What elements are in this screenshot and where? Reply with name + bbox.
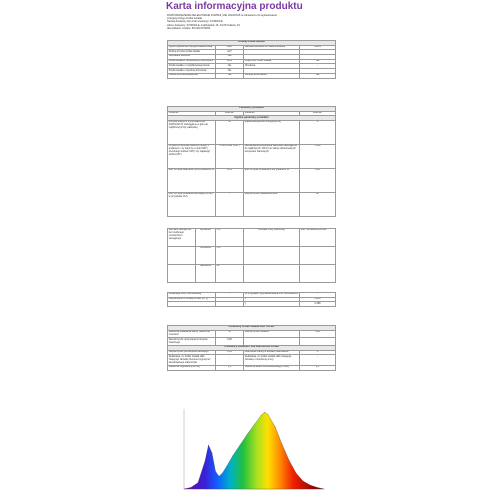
table-cell: [300, 247, 336, 265]
table-cell: Wymiary zewnętrzne bez osobnego mechanizmu sterującego: [168, 229, 196, 247]
header-line: Adres dostawcy: KOSMOLE, Ładziańskie 15, 40-08 Kraków, PL: [167, 23, 241, 27]
spectrum-point: [296, 473, 297, 474]
header-line: ROZPORZĄDZENIE DELEGOWANE KOMISJI (UE) 2019/2015 w odniesieniu do etykietowania: [167, 14, 277, 17]
table-cell: -: [300, 355, 336, 366]
table-row: [168, 73, 336, 78]
table-cell: F: [300, 121, 336, 145]
table-row: [168, 265, 336, 283]
header-line: energetycznego źródeł światła: [167, 17, 202, 21]
table-cell: [244, 265, 300, 283]
table-cell: Obudowa: [244, 64, 300, 69]
spectrum-point: [310, 485, 311, 486]
table-cell: Współczynnik oddawania barw: [244, 193, 300, 217]
table-cell: Osłona przeciwodblaskowa: [168, 73, 216, 78]
table-cell: Klasa efektywności energetycznej: [244, 121, 300, 145]
table-row: [168, 145, 336, 169]
table-cell: 23,9: [216, 169, 244, 193]
table-row: [168, 365, 336, 370]
table-cell: 0,00: [300, 169, 336, 193]
table-cell: Rodzaj trzonka źródła światła: [168, 50, 216, 55]
spectrum-point: [324, 489, 325, 490]
table-cell: Współczynnik trwałości: [244, 330, 300, 338]
spectrum-point: [226, 467, 227, 468]
section-header: Rodzaj źródła światła: [168, 41, 336, 46]
table-cell: Moc w trybie włączenia (Pon) podana w W: [168, 169, 216, 193]
table-cell: BNS: [216, 59, 244, 64]
section-header: Ogólne parametry produktu: [168, 116, 336, 121]
table-cell: Źródło światła z wbudowanym elementem: [168, 59, 216, 64]
table-cell: Wskaźnik migotania (Pst LM): [168, 365, 216, 370]
table-cell: Sterowane sieciowo: [168, 55, 216, 60]
table-cell: Nie: [216, 69, 244, 74]
table-cell: Źródło światła o wysokiej luminancji: [168, 69, 216, 74]
dimensions-table: [167, 228, 336, 283]
spectrum-point: [317, 487, 318, 488]
table-cell: Rozkład mocy widmowej: [244, 229, 300, 247]
table-cell: Moc w trybie czuwania (Psb) podana w W: [244, 169, 300, 193]
table-cell: Wskaźnik oddawania barwy nasyconej czerwieni: [168, 330, 216, 338]
params-table: [167, 106, 336, 217]
spectrum-point: [240, 445, 241, 446]
table-cell: 0,90: [300, 330, 336, 338]
spectrum-point: [219, 476, 220, 477]
table-cell: 1,0: [216, 365, 244, 370]
table-cell: [300, 265, 336, 283]
table-cell: 137: [216, 229, 244, 247]
table-cell: Współczynnik przesunięcia fazowego: [168, 350, 216, 355]
table-cell: [216, 302, 244, 307]
led-params-table: [167, 325, 336, 346]
spectrum-point: [215, 471, 216, 472]
table-cell: 60: [216, 265, 244, 283]
spectrum-point: [208, 445, 209, 446]
spectrum-point: [264, 412, 265, 413]
spectrum-point: [191, 487, 192, 488]
table-cell: 0,85: [216, 350, 244, 355]
table-cell: [168, 265, 196, 283]
chromaticity-table: [167, 292, 336, 307]
table-cell: -: [300, 293, 336, 298]
spectrum-point: [198, 482, 199, 483]
table-cell: NDLS: [300, 45, 336, 50]
table-cell: 0,1: [300, 365, 336, 370]
table-row: [168, 355, 336, 366]
spectrum-point: [289, 460, 290, 461]
spectrum-point: [261, 415, 262, 416]
supply-params-table: [167, 345, 336, 371]
table-cell: Wykorzystana technologia oświetleniowa: [168, 45, 216, 50]
header-lines: [167, 14, 335, 30]
section-header: Parametry źródeł światła LED i OLED: [168, 326, 336, 331]
table-cell: Nie: [300, 73, 336, 78]
table-row: [168, 121, 336, 145]
table-cell: Wysokość: [196, 229, 216, 247]
table-cell: 80: [300, 193, 336, 217]
table-cell: Wskaźnik efektu stroboskopowego (SVM): [244, 365, 300, 370]
sheet-title: Karta informacyjna produktu: [166, 1, 303, 12]
table-cell: Źródło światła o modyfikowanej barwie: [168, 64, 216, 69]
table-cell: Zob. na ostatniej stronie: [300, 229, 336, 247]
table-cell: Nieukierunkowane lub ukierunkowane: [244, 45, 300, 50]
col-header: Wartość: [300, 111, 336, 116]
table-cell: 0,398: [300, 302, 336, 307]
header-line: Identyfikator modelu: IF1204.037W06: [167, 26, 211, 30]
table-cell: Deklaracja mocy równoważnej: [168, 293, 216, 298]
table-cell: Nie: [216, 55, 244, 60]
table-cell: G27: [216, 50, 244, 55]
section-header: Parametry produktu: [168, 107, 336, 112]
section-header: Parametry zasilania i stał ziarnistości źródła: [168, 346, 336, 351]
spectrum-point: [275, 426, 276, 427]
table-cell: -: [216, 193, 244, 217]
col-header: Parametr: [168, 111, 216, 116]
table-cell: Nie: [216, 73, 244, 78]
table-row: [168, 302, 336, 307]
table-cell: Połączone źródło światła: [244, 59, 300, 64]
table-row: [168, 229, 336, 247]
table-cell: Współrzędne chromatyczności (x i y): [168, 297, 216, 302]
table-cell: Nie: [300, 59, 336, 64]
table-cell: x: [244, 297, 300, 302]
table-cell: Zużycie energii w trybie włączenia (kWh/1000 h) zaokrąglone w górę do najbliższej liczby całkowitej: [168, 121, 216, 145]
table-cell: Głębokość: [196, 265, 216, 283]
table-cell: 3: [300, 350, 336, 355]
spectrum-point: [254, 425, 255, 426]
spectrum-point: [303, 481, 304, 482]
table-cell: y: [244, 302, 300, 307]
spectrum-point: [268, 414, 269, 415]
table-cell: -: [216, 293, 244, 298]
table-cell: Funkcja ściemniania: [244, 73, 300, 78]
table-cell: 35: [216, 330, 244, 338]
spectral-power-chart: [176, 405, 326, 495]
table-cell: [244, 247, 300, 265]
header-line: Nazwa dostawcy lub znak towarowy: KOSMOLE: [167, 20, 223, 24]
table-cell: Deklaracja, że źródło światła LED zastępuje żarówkę o określonej mocy: [244, 355, 300, 366]
table-cell: Skorelowana temperatura barwowa, zaokrąglona do najbliższych 100 K lub zakres skorelowanych temperatur barwowych: [244, 145, 300, 169]
table-cell: Współczynnik utrzymania strumienia świetlnego: [168, 338, 216, 346]
table-cell: [168, 247, 196, 265]
table-cell: Jednolitość barwy w elipsach MacAdama: [244, 350, 300, 355]
table-cell: W przypadku, gdy deklarowana moc równoważna: [244, 293, 300, 298]
spectrum-point: [205, 461, 206, 462]
spectrum-point: [247, 434, 248, 435]
table-row: [168, 330, 336, 338]
table-cell: 3 000: [300, 145, 336, 169]
spectrum-point: [233, 455, 234, 456]
spectrum-point: [282, 444, 283, 445]
table-cell: [168, 302, 216, 307]
table-cell: Szerokość: [196, 247, 216, 265]
table-cell: -: [300, 64, 336, 69]
table-row: [168, 193, 336, 217]
table-cell: 0,90: [216, 338, 244, 346]
table-cell: LED: [216, 45, 244, 50]
table-cell: Użyteczny strumień świetlny (Φuse), z podaniem, czy dotyczy on kuli (360°), szerokiego stożka (120°) czy wąskiego stożka (90°): [168, 145, 216, 169]
table-cell: Nie: [216, 64, 244, 69]
light-source-table: [167, 40, 336, 79]
spectrum-area: [184, 412, 324, 489]
spectrum-point: [222, 473, 223, 474]
table-cell: -: [216, 355, 244, 366]
product-info-sheet: [164, 0, 338, 500]
table-cell: 0,434: [300, 297, 336, 302]
col-header: Parametr: [244, 111, 300, 116]
table-row: [168, 247, 336, 265]
col-header: Wartość: [216, 111, 244, 116]
table-cell: Deklaracja, że źródło światła LED zastępuje żarówkę fluorescencyjną bez wbudowanego statecznika: [168, 355, 216, 366]
spectrum-point: [184, 489, 185, 490]
table-cell: 3 200 w kuli (360°): [216, 145, 244, 169]
table-cell: Moc w trybie czuwania sieciowego (Pnet) w przypadku CLS: [168, 193, 216, 217]
table-row: [168, 169, 336, 193]
table-cell: 32: [216, 121, 244, 145]
spectrum-point: [212, 453, 213, 454]
table-cell: 137: [216, 247, 244, 265]
